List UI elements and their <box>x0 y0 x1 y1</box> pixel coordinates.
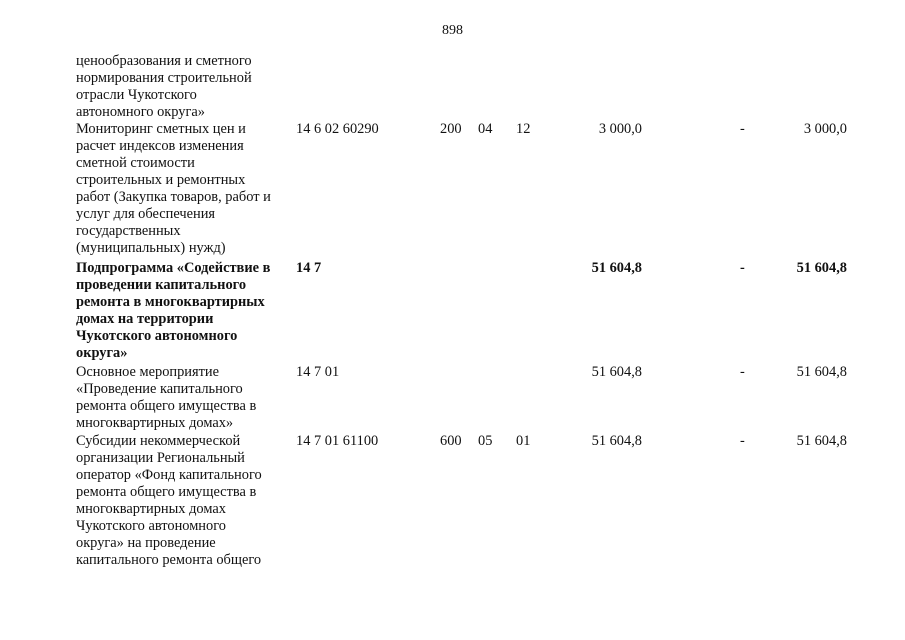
row-code: 14 7 01 <box>296 364 340 380</box>
row-sum-1: 3 000,0 <box>598 121 642 137</box>
row-sum-2: - <box>740 260 745 276</box>
row-name: Мониторинг сметных цен и расчет индексов изменения сметной стоимости строительных и ремонтных работ (Закупка товаров, работ и услуг для обеспечения государственных (муниципальных) нужд) <box>76 121 271 256</box>
row-sum-1: 51 604,8 <box>591 433 642 449</box>
row-sum-2: - <box>740 433 745 449</box>
row-vr: 600 <box>440 433 462 449</box>
row-rz: 05 <box>478 433 493 449</box>
row-sum-3: 51 604,8 <box>796 364 847 380</box>
row-sum-3: 51 604,8 <box>796 260 847 276</box>
row-code: 14 6 02 60290 <box>296 121 379 137</box>
row-sum-2: - <box>740 121 745 137</box>
row-code: 14 7 01 61100 <box>296 433 379 449</box>
row-name: Основное мероприятие «Проведение капитального ремонта общего имущества в многоквартирных домах» <box>76 364 257 431</box>
row-pr: 12 <box>516 121 531 137</box>
row-rz: 04 <box>478 121 493 137</box>
page-number: 898 <box>442 23 463 38</box>
row-sum-1: 51 604,8 <box>591 364 642 380</box>
row-name: ценообразования и сметного нормирования строительной отрасли Чукотского автономного округа» <box>76 53 252 120</box>
row-sum-3: 3 000,0 <box>803 121 847 137</box>
row-vr: 200 <box>440 121 462 137</box>
row-name: Подпрограмма «Содействие в проведении капитального ремонта в многоквартирных домах на территории Чукотского автономного округа» <box>76 260 271 361</box>
row-sum-3: 51 604,8 <box>796 433 847 449</box>
row-sum-1: 51 604,8 <box>591 260 642 276</box>
row-code: 14 7 <box>296 260 322 276</box>
row-pr: 01 <box>516 433 531 449</box>
row-sum-2: - <box>740 364 745 380</box>
row-name: Субсидии некоммерческой организации Региональный оператор «Фонд капитального ремонта общего имущества в многоквартирных домах Чукотского автономного округа» на проведение капитального ремонта общего <box>76 433 262 568</box>
